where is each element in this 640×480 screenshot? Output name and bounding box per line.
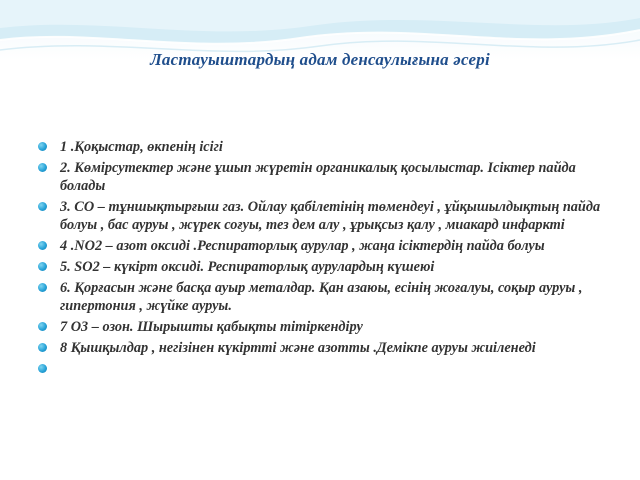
round-bullet-icon — [38, 343, 47, 352]
list-item-text: 7 О3 – озон. Шырышты қабықты тітіркендіру — [60, 319, 363, 335]
round-bullet-icon — [38, 202, 47, 211]
list-item — [38, 339, 608, 357]
round-bullet-icon — [38, 283, 47, 292]
list-item — [38, 279, 608, 315]
list-item-text: 2. Көмірсутектер және ұшып жүретін органикалық қосылыстар. Ісіктер пайда болады — [60, 160, 576, 194]
round-bullet-icon — [38, 322, 47, 331]
list-item — [38, 159, 608, 195]
list-item — [38, 318, 608, 336]
list-item-text: 4 .NO2 – азот оксиді .Респираторлық аурулар , жаңа ісіктердің пайда болуы — [60, 238, 545, 254]
list-item-text: 6. Қорғасын және басқа ауыр металдар. Қан азаюы, есінің жоғалуы, соқыр ауруы , гипертония , жүйке ауруы. — [60, 280, 583, 314]
list-item-text: 5. SO2 – күкірт оксиді. Респираторлық аурулардың күшеюі — [60, 259, 435, 275]
list-item-text: 8 Қышқылдар , негізінен күкіртті және азотты .Демікпе ауруы жиіленеді — [60, 340, 536, 356]
bullet-list — [38, 138, 608, 360]
round-bullet-icon — [38, 241, 47, 250]
list-item — [38, 237, 608, 255]
list-item-text: 3. СО – тұншықтырғыш газ. Ойлау қабілетінің төмендеуі , ұйқышылдықтың пайда болуы , бас ауруы , жүрек соғуы, тез дем алу , ұрықсыз қалу , миакард инфаркті — [60, 199, 601, 233]
slide-title: Ластауыштардың адам денсаулығына әсері — [150, 50, 490, 69]
round-bullet-icon — [38, 262, 47, 271]
list-item — [38, 258, 608, 276]
list-item-text: 1 .Қоқыстар, өкпенің ісігі — [60, 139, 223, 155]
list-item — [38, 198, 608, 234]
round-bullet-icon — [38, 364, 47, 373]
round-bullet-icon — [38, 142, 47, 151]
round-bullet-icon — [38, 163, 47, 172]
list-item — [38, 138, 608, 156]
